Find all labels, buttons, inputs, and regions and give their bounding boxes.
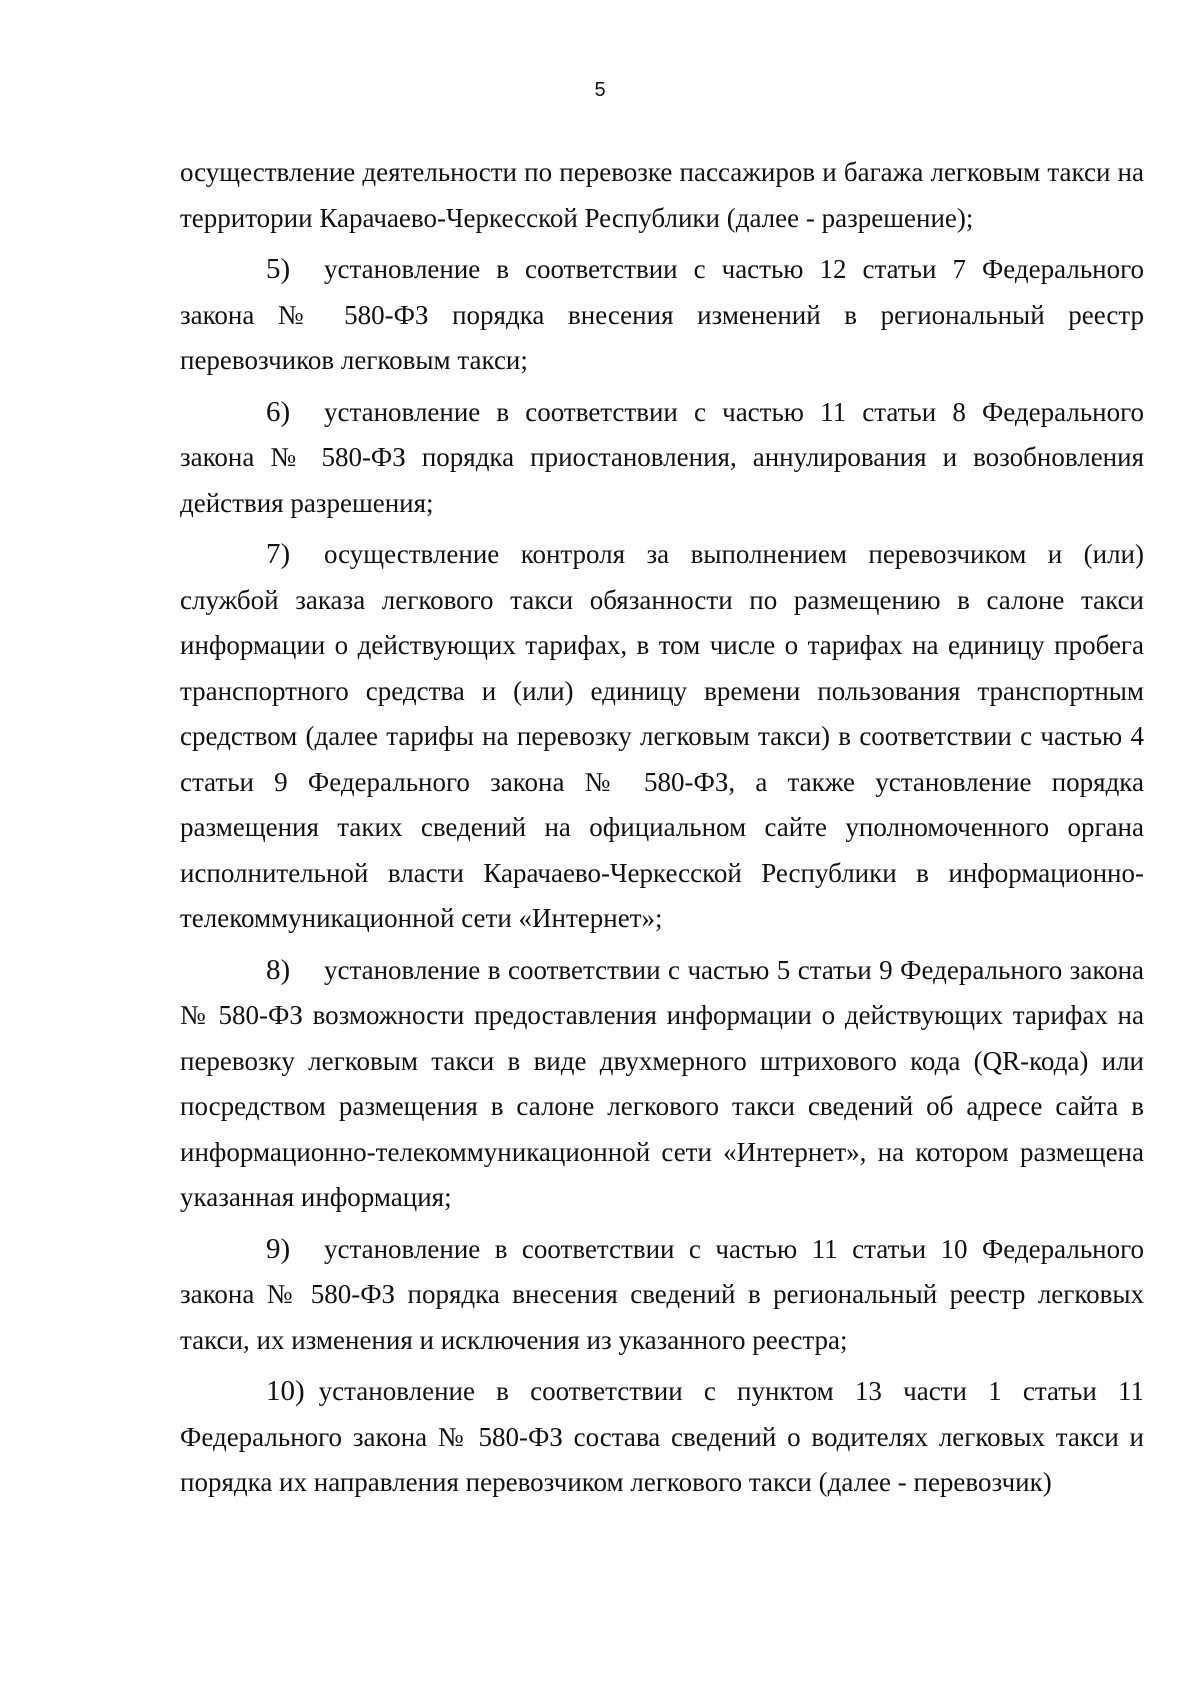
list-item-number: 8) [266,953,291,986]
list-item-9 [180,1227,1144,1364]
list-item-text: установление в соответствии с частью 11 статьи 8 Федерального закона № 580-ФЗ порядка приостановления, аннулирования и возобновления действия разрешения; [180,396,1144,518]
list-item-number: 6) [266,395,291,428]
list-item-number: 10) [266,1375,305,1407]
list-item-text: осуществление контроля за выполнением перевозчиком и (или) службой заказа легкового такси обязанности по размещению в салоне такси информации о действующих тарифах, в том числе о тарифах на единицу пробега транспортного средства и (или) единицу времени пользования транспортным средством (далее тарифы на перевозку легковым такси) в соответствии с частью 4 статьи 9 Федерального закона № 580-ФЗ, а также установление порядка размещения таких сведений на официальном сайте уполномоченного органа исполнительной власти Карачаево-Черкесской Республики в информационно-телекоммуникационной сети «Интернет»; [180,539,1144,933]
list-item-7 [180,532,1144,942]
list-item-text: установление в соответствии с пунктом 13 части 1 статьи 11 Федерального закона № 580-ФЗ состава сведений о водителях легковых такси и порядка их направления перевозчиком легкового такси (далее - перевозчик) [180,1376,1144,1497]
list-item-text: установление в соответствии с частью 12 статьи 7 Федерального закона № 580-ФЗ порядка внесения изменений в региональный реестр перевозчиков легковым такси; [180,254,1144,375]
list-item-8 [180,948,1144,1221]
list-item-6 [180,390,1144,527]
page-number: 5 [594,79,606,101]
list-item-text: установление в соответствии с частью 11 статьи 10 Федерального закона № 580-ФЗ порядка внесения сведений в региональный реестр легковых такси, их изменения и исключения из указанного реестра; [180,1233,1144,1355]
document-body [180,150,1144,1506]
list-item-number: 7) [266,538,291,570]
list-item-number: 5) [266,253,291,285]
list-item-5 [180,247,1144,384]
paragraph-continuation [180,150,1144,241]
paragraph-text: осуществление деятельности по перевозке пассажиров и багажа легковым такси на территории Карачаево-Черкесской Республики (далее - разрешение); [180,157,1144,233]
list-item-10 [180,1369,1144,1506]
list-item-number: 9) [266,1232,291,1265]
list-item-text: установление в соответствии с частью 5 статьи 9 Федерального закона № 580-ФЗ возможности предоставления информации о действующих тарифах на перевозку легковым такси в виде двухмерного штрихового кода (QR-кода) или посредством размещения в салоне легкового такси сведений об адресе сайта в информационно-телекоммуникационной сети «Интернет», на котором размещена указанная информация; [180,954,1144,1212]
